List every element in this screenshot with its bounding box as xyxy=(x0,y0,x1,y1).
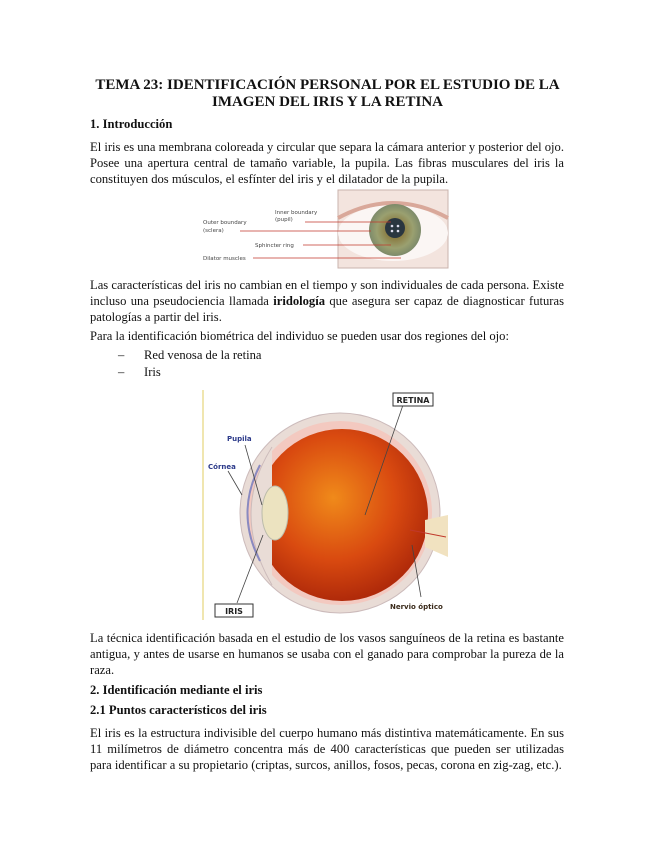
label-retina: RETINA xyxy=(396,396,430,405)
title-line-2: IMAGEN DEL IRIS Y LA RETINA xyxy=(211,94,444,110)
eye-anatomy-diagram xyxy=(200,385,470,627)
label-sclera: (sclera) xyxy=(203,228,224,234)
title-line-1: TEMA 23: IDENTIFICACIÓN PERSONAL POR EL ESTUDIO DE LA xyxy=(95,77,560,93)
section-heading-iris-identification: 2. Identificación mediante el iris xyxy=(90,683,263,697)
iris-characteristics-paragraph xyxy=(90,277,564,325)
intro-paragraph: El iris es una membrana coloreada y circular que separa la cámara anterior y posterior del ojo. Posee una apertura central de tamaño variable, la pupila. Las fibras musculares del iris la constituyen dos músculos, el esfínter del iris y el dilatador de la pupila. xyxy=(90,140,564,186)
label-nervio-optico: Nervio óptico xyxy=(390,603,443,611)
label-cornea: Córnea xyxy=(208,463,236,471)
biometric-paragraph: Para la identificación biométrica del individuo se pueden usar dos regiones del ojo: xyxy=(90,329,509,343)
subsection-heading-iris-points: 2.1 Puntos característicos del iris xyxy=(90,703,267,717)
label-inner-boundary: Inner boundary xyxy=(275,210,318,216)
retina-technique-paragraph: La técnica identificación basada en el estudio de los vasos sanguíneos de la retina es bastante antigua, y antes de usarse en humanos se usaba con el ganado para comprobar la pureza de la raza. xyxy=(90,631,564,677)
label-pupil: (pupil) xyxy=(275,217,293,223)
iridologia-term: iridología xyxy=(273,294,326,308)
label-outer-boundary: Outer boundary xyxy=(203,220,247,226)
text: Las características del iris no cambian en el tiempo y son individuales de cada persona. Existe incluso una pseudociencia llamada xyxy=(90,278,564,308)
label-sphincter-ring: Sphincter ring xyxy=(255,243,294,249)
list-item-text: Red venosa de la retina xyxy=(144,348,262,362)
list-item: – Red venosa de la retina xyxy=(118,348,262,362)
section-heading-intro: 1. Introducción xyxy=(90,117,173,131)
iris-points-paragraph: El iris es la estructura indivisible del cuerpo humano más distintiva matemáticamente. En sus 11 milímetros de diámetro concentra más de 400 características que pueden ser utilizadas para identificar a su propietario (criptas, surcos, anillos, fosos, pecas, corona en zig-zag, etc.). xyxy=(90,726,564,772)
label-dilator-muscles: Dilator muscles xyxy=(203,256,246,262)
list-item-text: Iris xyxy=(144,365,161,379)
text: que asegura ser capaz de diagnosticar futuras patologías a partir del iris. xyxy=(90,294,564,324)
page-title xyxy=(80,77,575,111)
label-pupila: Pupila xyxy=(227,435,252,443)
label-iris: IRIS xyxy=(225,607,243,616)
list-item: – Iris xyxy=(118,365,161,379)
iris-diagram xyxy=(195,188,455,270)
